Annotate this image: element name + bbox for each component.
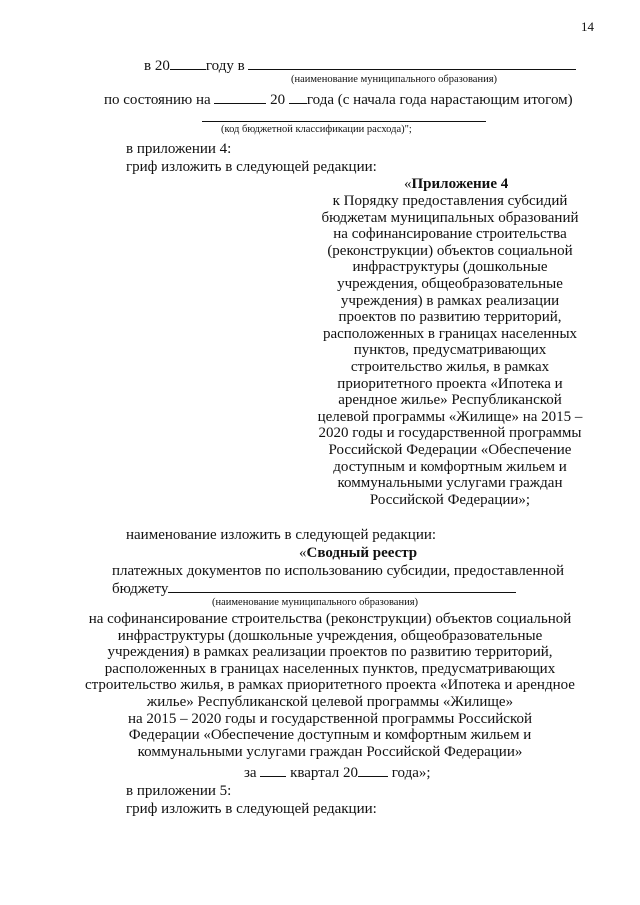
year-mid: году в [205, 58, 245, 74]
status-year: 20 [270, 92, 286, 108]
registry-title-line [299, 545, 417, 562]
date-blank [214, 91, 266, 104]
stamp-instruction-2: гриф изложить в следующей редакции: [126, 801, 377, 817]
status-line [104, 91, 573, 109]
registry-line: строительство жилья, в рамках приоритетного проекта «Ипотека и арендное [85, 677, 575, 694]
quarter-prefix: за [244, 765, 257, 781]
quarter-mid: квартал 20 [290, 765, 358, 781]
year-municipality-line [144, 57, 576, 75]
appendix4-line: 2020 годы и государственной программы [318, 425, 582, 442]
quarter-year-blank [358, 764, 388, 777]
quarter-line [244, 764, 431, 782]
appendix4-line: инфраструктуры (дошкольные [352, 259, 548, 276]
registry-line: инфраструктуры (дошкольные учреждения, общеобразовательные [117, 627, 543, 644]
appendix4-line: учреждения) в рамках реализации [340, 292, 560, 309]
page-number: 14 [581, 19, 594, 34]
appendix4-title-line [404, 176, 508, 193]
registry-line: Федерации «Обеспечение доступным и комфортным жильем и [128, 727, 532, 744]
appendix4-body [310, 193, 590, 508]
registry-budget-line [112, 580, 516, 598]
registry-line: расположенных в границах населенных пунктов, предусматривающих [104, 660, 556, 677]
registry-line: учреждения) в рамках реализации проектов по развитию территорий, [107, 644, 553, 661]
municipality-blank [248, 57, 576, 70]
year-prefix: в 20 [144, 58, 170, 74]
quarter-suffix: года»; [391, 765, 431, 781]
quarter-blank [260, 764, 286, 777]
appendix4-line: проектов по развитию территорий, [338, 309, 562, 326]
status-suffix: года (с начала года нарастающим итогом) [306, 92, 573, 108]
status-prefix: по состоянию на [104, 92, 211, 108]
appendix4-line: на софинансирование строительства [333, 226, 567, 243]
appendix4-line: арендное жилье» Республиканской [338, 392, 562, 409]
registry-line1: платежных документов по использованию субсидии, предоставленной [112, 563, 565, 579]
appendix4-title: Приложение 4 [411, 176, 509, 192]
registry-line: на 2015 – 2020 годы и государственной программы Российской [128, 710, 532, 727]
caption-municipality-1: (наименование муниципального образования) [291, 74, 498, 85]
registry-line: коммунальными услугами граждан Российской Федерации» [137, 743, 523, 760]
appendix4-line: приоритетного проекта «Ипотека и [337, 375, 563, 392]
appendix4-line: Российской Федерации «Обеспечение [328, 441, 572, 458]
appendix4-line: расположенных в границах населенных [322, 325, 578, 342]
registry-quote: « [299, 545, 307, 561]
appendix4-line: учреждения, общеобразовательные [337, 275, 563, 292]
budget-code-blank [202, 121, 486, 122]
appendix4-line: целевой программы «Жилище» на 2015 – [317, 408, 583, 425]
appendix4-quote: « [404, 176, 412, 192]
registry-budget-label: бюджету [112, 581, 169, 597]
status-year-blank [289, 91, 307, 104]
registry-line: на софинансирование строительства (реконструкции) объектов социальной [88, 611, 572, 627]
stamp-instruction-1: гриф изложить в следующей редакции: [126, 159, 377, 175]
appendix4-line: Российской Федерации»; [369, 491, 531, 508]
appendix4-intro: в приложении 4: [126, 141, 232, 157]
registry-budget-blank [168, 580, 516, 593]
appendix4-line: доступным и комфортным жильем и [333, 458, 567, 475]
year-blank [170, 57, 206, 70]
appendix4-line: строительство жилья, в рамках [350, 358, 550, 375]
appendix4-line: к Порядку предоставления субсидий [332, 193, 568, 209]
registry-body [70, 611, 590, 760]
caption-municipality-2: (наименование муниципального образования) [212, 597, 419, 608]
caption-budget-code: (код бюджетной классификации расхода)"; [221, 124, 412, 135]
name-instruction: наименование изложить в следующей редакции: [126, 527, 437, 543]
appendix5-intro: в приложении 5: [126, 783, 232, 799]
appendix4-line: пунктов, предусматривающих [353, 342, 547, 359]
appendix4-line: (реконструкции) объектов социальной [327, 242, 573, 259]
appendix4-line: коммунальными услугами граждан [337, 475, 563, 492]
appendix4-line: бюджетам муниципальных образований [321, 209, 579, 226]
registry-line: жилье» Республиканской целевой программы «Жилище» [146, 693, 514, 710]
registry-title: Сводный реестр [306, 545, 418, 561]
